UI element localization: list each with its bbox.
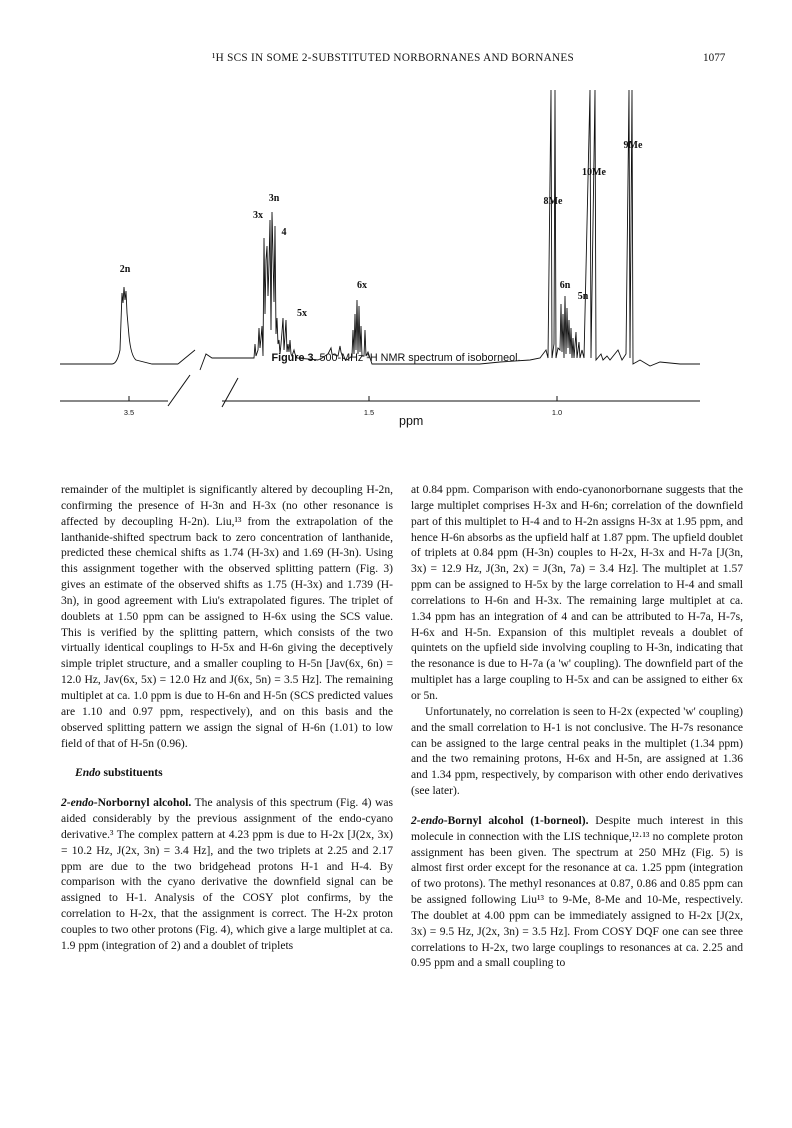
peak-label-5x: 5x <box>297 308 307 319</box>
paragraph-left-2-body: The analysis of this spectrum (Fig. 4) was aided considerably by the previous assignment of the endo-cyano derivative.³ The complex pattern at 4.23 ppm is due to H-2x [J(2x, 3x) = 10.2 Hz, J(2x, 3n) = 3.4 Hz], and the two triplets at 2.25 and 2.17 ppm are due to the two bridgehead protons H-1 and H-4. By comparison with the cyano derivative the downfield signal can be assigned to H-1. Analysis of the COSY plot confirms, by the correlation to H-2x, that the assignment is correct. The H-2x proton couples to two other protons (Fig. 4), which give a large multiplet at ca. 1.9 ppm (integration of 2) and a doublet of triplets <box>61 797 393 952</box>
paragraph-heading-norbornyl-rest: -Norbornyl alcohol. <box>93 797 192 810</box>
tick-label-1-0: 1.0 <box>551 408 563 417</box>
paragraph-heading-bornyl <box>411 815 588 827</box>
figure-caption <box>0 352 792 364</box>
peak-label-6n: 6n <box>559 280 571 291</box>
left-column <box>61 483 393 955</box>
nmr-spectrum-figure <box>60 88 750 428</box>
paragraph-right-3 <box>411 814 743 972</box>
page-number: 1077 <box>703 52 726 64</box>
caption-text: 500-MHz ¹H NMR spectrum of isoborneol. <box>316 352 521 364</box>
paragraph-heading-bornyl-rest: -Bornyl alcohol (1-borneol). <box>443 814 589 827</box>
paragraph-heading-norbornyl-em: 2-endo <box>61 797 94 810</box>
caption-label: Figure 3. <box>271 352 317 364</box>
spectrum-axis <box>60 375 700 407</box>
peak-label-5n: 5n <box>577 291 589 302</box>
section-heading-em: Endo <box>75 767 101 780</box>
peak-label-2n: 2n <box>119 264 131 275</box>
peak-label-4: 4 <box>281 227 287 238</box>
paragraph-heading-norbornyl <box>61 797 191 809</box>
peak-label-8me: 8Me <box>543 196 563 207</box>
peak-label-9me: 9Me <box>623 140 643 151</box>
tick-label-1-5: 1.5 <box>363 408 375 417</box>
paragraph-right-3-body: Despite much interest in this molecule in connection with the LIS technique,¹²·¹³ no complete proton assignment has been given. The spectrum at 250 MHz (Fig. 5) is almost first order except for the resonance at ca. 1.25 ppm (integration of two protons). The methyl resonances at 0.87, 0.86 and 0.85 ppm can be assigned following Liu¹³ to 9-Me, 8-Me and 10-Me, respectively. The doublet at 4.00 ppm can be immediately assigned to H-2x [J(2x, 3x) = 9.5 Hz, J(2x, 3n) = 3.5 Hz]. From COSY DQF one can see three correlations to H-2x, two large couplings to resonances at ca. 2.25 and 0.95 ppm and a small coupling to <box>411 814 744 970</box>
page-header <box>0 52 792 70</box>
right-column <box>411 483 743 972</box>
section-heading-endo-substituents <box>61 766 393 782</box>
spectrum-trace <box>60 90 700 370</box>
peak-label-10me: 10Me <box>582 167 606 178</box>
peak-labels <box>120 140 643 319</box>
axis-break-mark-right <box>222 378 238 407</box>
paragraph-left-2 <box>61 796 393 954</box>
peak-label-3n: 3n <box>268 193 280 204</box>
running-head: ¹H SCS IN SOME 2-SUBSTITUTED NORBORNANES AND BORNANES <box>212 52 575 64</box>
axis-unit-label: ppm <box>399 414 424 428</box>
paragraph-right-1: at 0.84 ppm. Comparison with endo-cyanonorbornane suggests that the large multiplet comprises H-3x and H-6n; correlation of the downfield part of this multiplet to H-4 and to H-2n assigns H-3x at 1.95 ppm, and hence H-6n absorbs as the upfield half at 1.87 ppm. The upfield doublet of triplets at 0.84 ppm (H-3n) couples to H-2x, H-3x and H-7a [J(3n, 3x) = 12.9 Hz, J(3n, 2x) = J(3n, 7a) = 3.4 Hz]. The multiplet at 1.57 ppm can be assigned to H-5x by the large correlation to H-4 and small correlations to H-6n and H-3x. The remaining large multiplet at ca. 1.34 ppm has an integration of 4 and can be attributed to H-7a, H-7s, H-6x and H-5n. Expansion of this multiplet reveals a doublet of quintets on the upfield side involving coupling to H-3n, indicating that the resonance is due to H-7a (a 'w' coupling). The downfield part of the multiplet has a large coupling to H-5x and can be assigned to either 6x or 5n. <box>411 484 743 702</box>
axis-tick-labels <box>124 408 562 417</box>
tick-label-3-5: 3.5 <box>123 408 135 417</box>
axis-break-mark-left <box>168 375 190 406</box>
section-heading-rest: substituents <box>100 767 163 780</box>
nmr-spectrum-plot <box>60 88 750 428</box>
paragraph-right-2: Unfortunately, no correlation is seen to H-2x (expected 'w' coupling) and the small correlation to H-1 is not conclusive. The H-7s resonance can be assigned to the large central peaks in the multiplet (1.34 ppm) and the two remaining protons, H-6x and H-5n, are assigned at 1.36 and 1.34 ppm, respectively, by comparison with other endo derivatives (see later). <box>411 705 743 798</box>
peak-label-6x: 6x <box>357 280 367 291</box>
paragraph-left-1: remainder of the multiplet is significantly altered by decoupling H-2n, confirming the presence of H-3n and H-3x (no other resonance is affected by decoupling H-2n). Liu,¹³ from the extrapolation of the lanthanide-shifted spectrum back to zero concentration of lanthanide, predicted these chemical shifts as 1.74 (H-3x) and 1.69 (H-3n). Using this assignment together with the observed splitting pattern (Fig. 3) gives an estimate of the observed shifts as 1.75 (H-3x) and 1.739 (H-3n), in good agreement with Liu's extrapolated figures. The triplet of doublets at 1.50 ppm can be assigned to H-6x using the SCS value. This is verified by the splitting pattern, which consists of the two virtually identical couplings to H-5x and H-6n giving the deceptively simple triplet structure, and a smaller coupling to H-5n [Jav(6x, 6n) = 12.0 Hz, Jav(6x, 5x) = 12.0 Hz and J(6x, 5n) = 3.5 Hz]. The remaining multiplet at ca. 1.0 ppm is due to H-6n and H-5n (SCS predicted values are 1.10 and 0.97 ppm, respectively), and on this basis and the observed splitting pattern we assign the signal of H-6n (1.01) to low field of that of H-5n (0.96). <box>61 484 393 750</box>
paragraph-heading-bornyl-em: 2-endo <box>411 814 444 827</box>
peak-label-3x: 3x <box>253 210 263 221</box>
